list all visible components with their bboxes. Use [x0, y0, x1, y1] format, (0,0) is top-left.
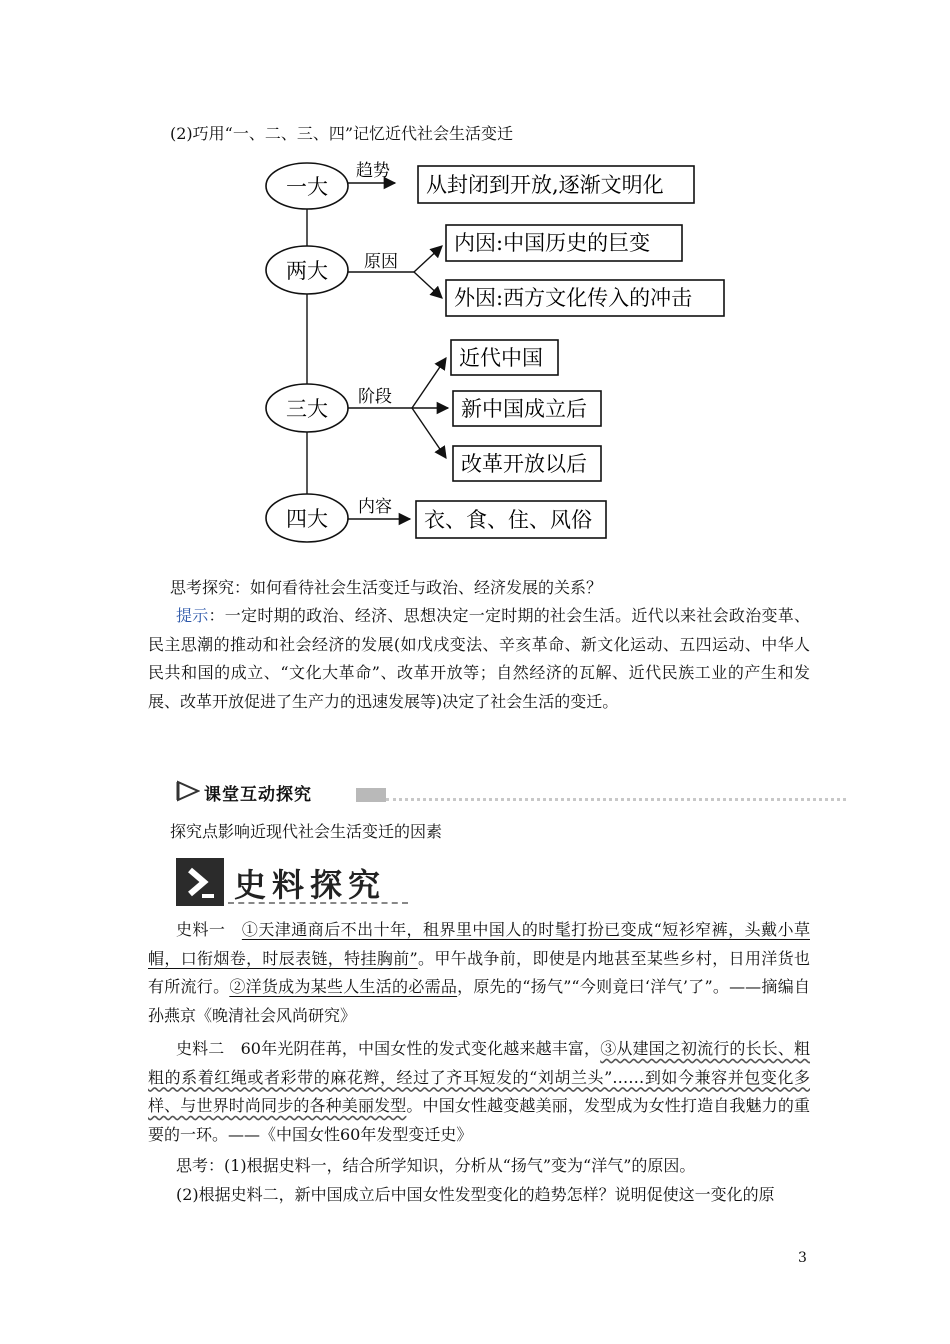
- hint-label: 提示: [176, 606, 209, 625]
- chevron-right-icon: [176, 858, 224, 906]
- hint-paragraph: [148, 602, 810, 716]
- think-question: 思考探究：如何看待社会生活变迁与政治、经济发展的关系？: [170, 578, 603, 597]
- banner-rule: [386, 798, 846, 801]
- source-one-middle: 。甲午战争前，即使是内地甚至某些乡村，日用洋货也有所流行。: [148, 948, 810, 996]
- node-label-yida: 一大: [286, 175, 328, 199]
- source-two-tail: 。中国女性越变越美丽，发型成为女性打造自我魅力的重要的一环。——《中国女性60年发型变迁史》: [148, 1096, 810, 1144]
- intro-heading: (2)巧用“一、二、三、四”记忆近代社会生活变迁: [170, 124, 514, 143]
- arrow-stage-3: [412, 408, 446, 458]
- sources-title-rule: [228, 902, 408, 904]
- edge-label-content: 内容: [358, 497, 392, 517]
- source-one-lead: 史料一: [176, 920, 242, 939]
- source-one: [148, 916, 810, 1030]
- source-two-wavy: ③从建国之初流行的长长、粗粗的系着红绳或者彩带的麻花辫，经过了齐耳短发的“刘胡兰头”……到如今兼容并包变化多样、与世界时尚同步的各种美丽发型: [148, 1039, 810, 1115]
- memory-diagram: [0, 150, 950, 570]
- edge-label-trend: 趋势: [356, 161, 390, 181]
- node-sida: [266, 494, 348, 542]
- node-label-sida: 四大: [286, 507, 328, 531]
- source-one-underlined: ①天津通商后不出十年，租界里中国人的时髦打扮已变成“短衫窄裤，头戴小草帽，口衔烟卷，时辰表链，特挂胸前”: [148, 920, 810, 968]
- arrow-reason-external: [414, 272, 442, 298]
- edge-label-reason: 原因: [364, 252, 398, 272]
- box-stage-2-text: 新中国成立后: [461, 397, 587, 421]
- node-yida: [266, 163, 348, 209]
- arrow-stage-1: [412, 358, 446, 408]
- arrow-reason-internal: [414, 246, 442, 272]
- source-two-lead: 史料二 60年光阴荏苒，中国女性的发式变化越来越丰富，: [176, 1039, 601, 1058]
- box-trend-text: 从封闭到开放,逐渐文明化: [426, 173, 664, 197]
- box-internal-text: 内因:中国历史的巨变: [454, 231, 651, 255]
- box-stage-3-text: 改革开放以后: [461, 452, 587, 476]
- box-external-text: 外因:西方文化传入的冲击: [454, 286, 693, 310]
- box-content-text: 衣、食、住、风俗: [424, 508, 592, 532]
- node-label-liangda: 两大: [286, 259, 328, 283]
- source-one-tail: ，原先的“扬气”“今则竟曰‘洋气’了”。——摘编自孙燕京《晚清社会风尚研究》: [148, 977, 810, 1025]
- source-one-underlined-2: ②洋货成为某些人生活的必需品: [229, 977, 458, 996]
- sources-header: [176, 858, 412, 906]
- section-banner: [176, 780, 846, 805]
- page-number: 3: [798, 1250, 807, 1266]
- section-banner-title: 课堂互动探究: [204, 785, 312, 805]
- node-liangda: [266, 246, 348, 294]
- source-two: [148, 1035, 810, 1149]
- box-stage-1-text: 近代中国: [459, 346, 543, 370]
- node-label-sanda: 三大: [286, 397, 328, 421]
- node-sanda: [266, 384, 348, 432]
- edge-label-stage: 阶段: [358, 387, 392, 407]
- inquiry-point: 探究点影响近现代社会生活变迁的因素: [170, 822, 443, 841]
- hint-text: ：一定时期的政治、经济、思想决定一定时期的社会生活。近代以来社会政治变革、民主思潮的推动和社会经济的发展(如戊戌变法、辛亥革命、新文化运动、五四运动、中华人民共和国的成立、“文化大革命”、改革开放等；自然经济的瓦解、近代民族工业的产生和发展、改革开放促进了生产力的迅速发展等)决定了社会生活的变迁。: [148, 606, 810, 711]
- question-two: (2)根据史料二，新中国成立后中国女性发型变化的趋势怎样？说明促使这一变化的原: [176, 1185, 775, 1204]
- question-one: 思考：(1)根据史料一，结合所学知识，分析从“扬气”变为“洋气”的原因。: [176, 1156, 696, 1175]
- play-arrow-icon: [176, 780, 200, 802]
- sources-title: 史料探究: [234, 866, 387, 904]
- banner-bar: [356, 788, 386, 802]
